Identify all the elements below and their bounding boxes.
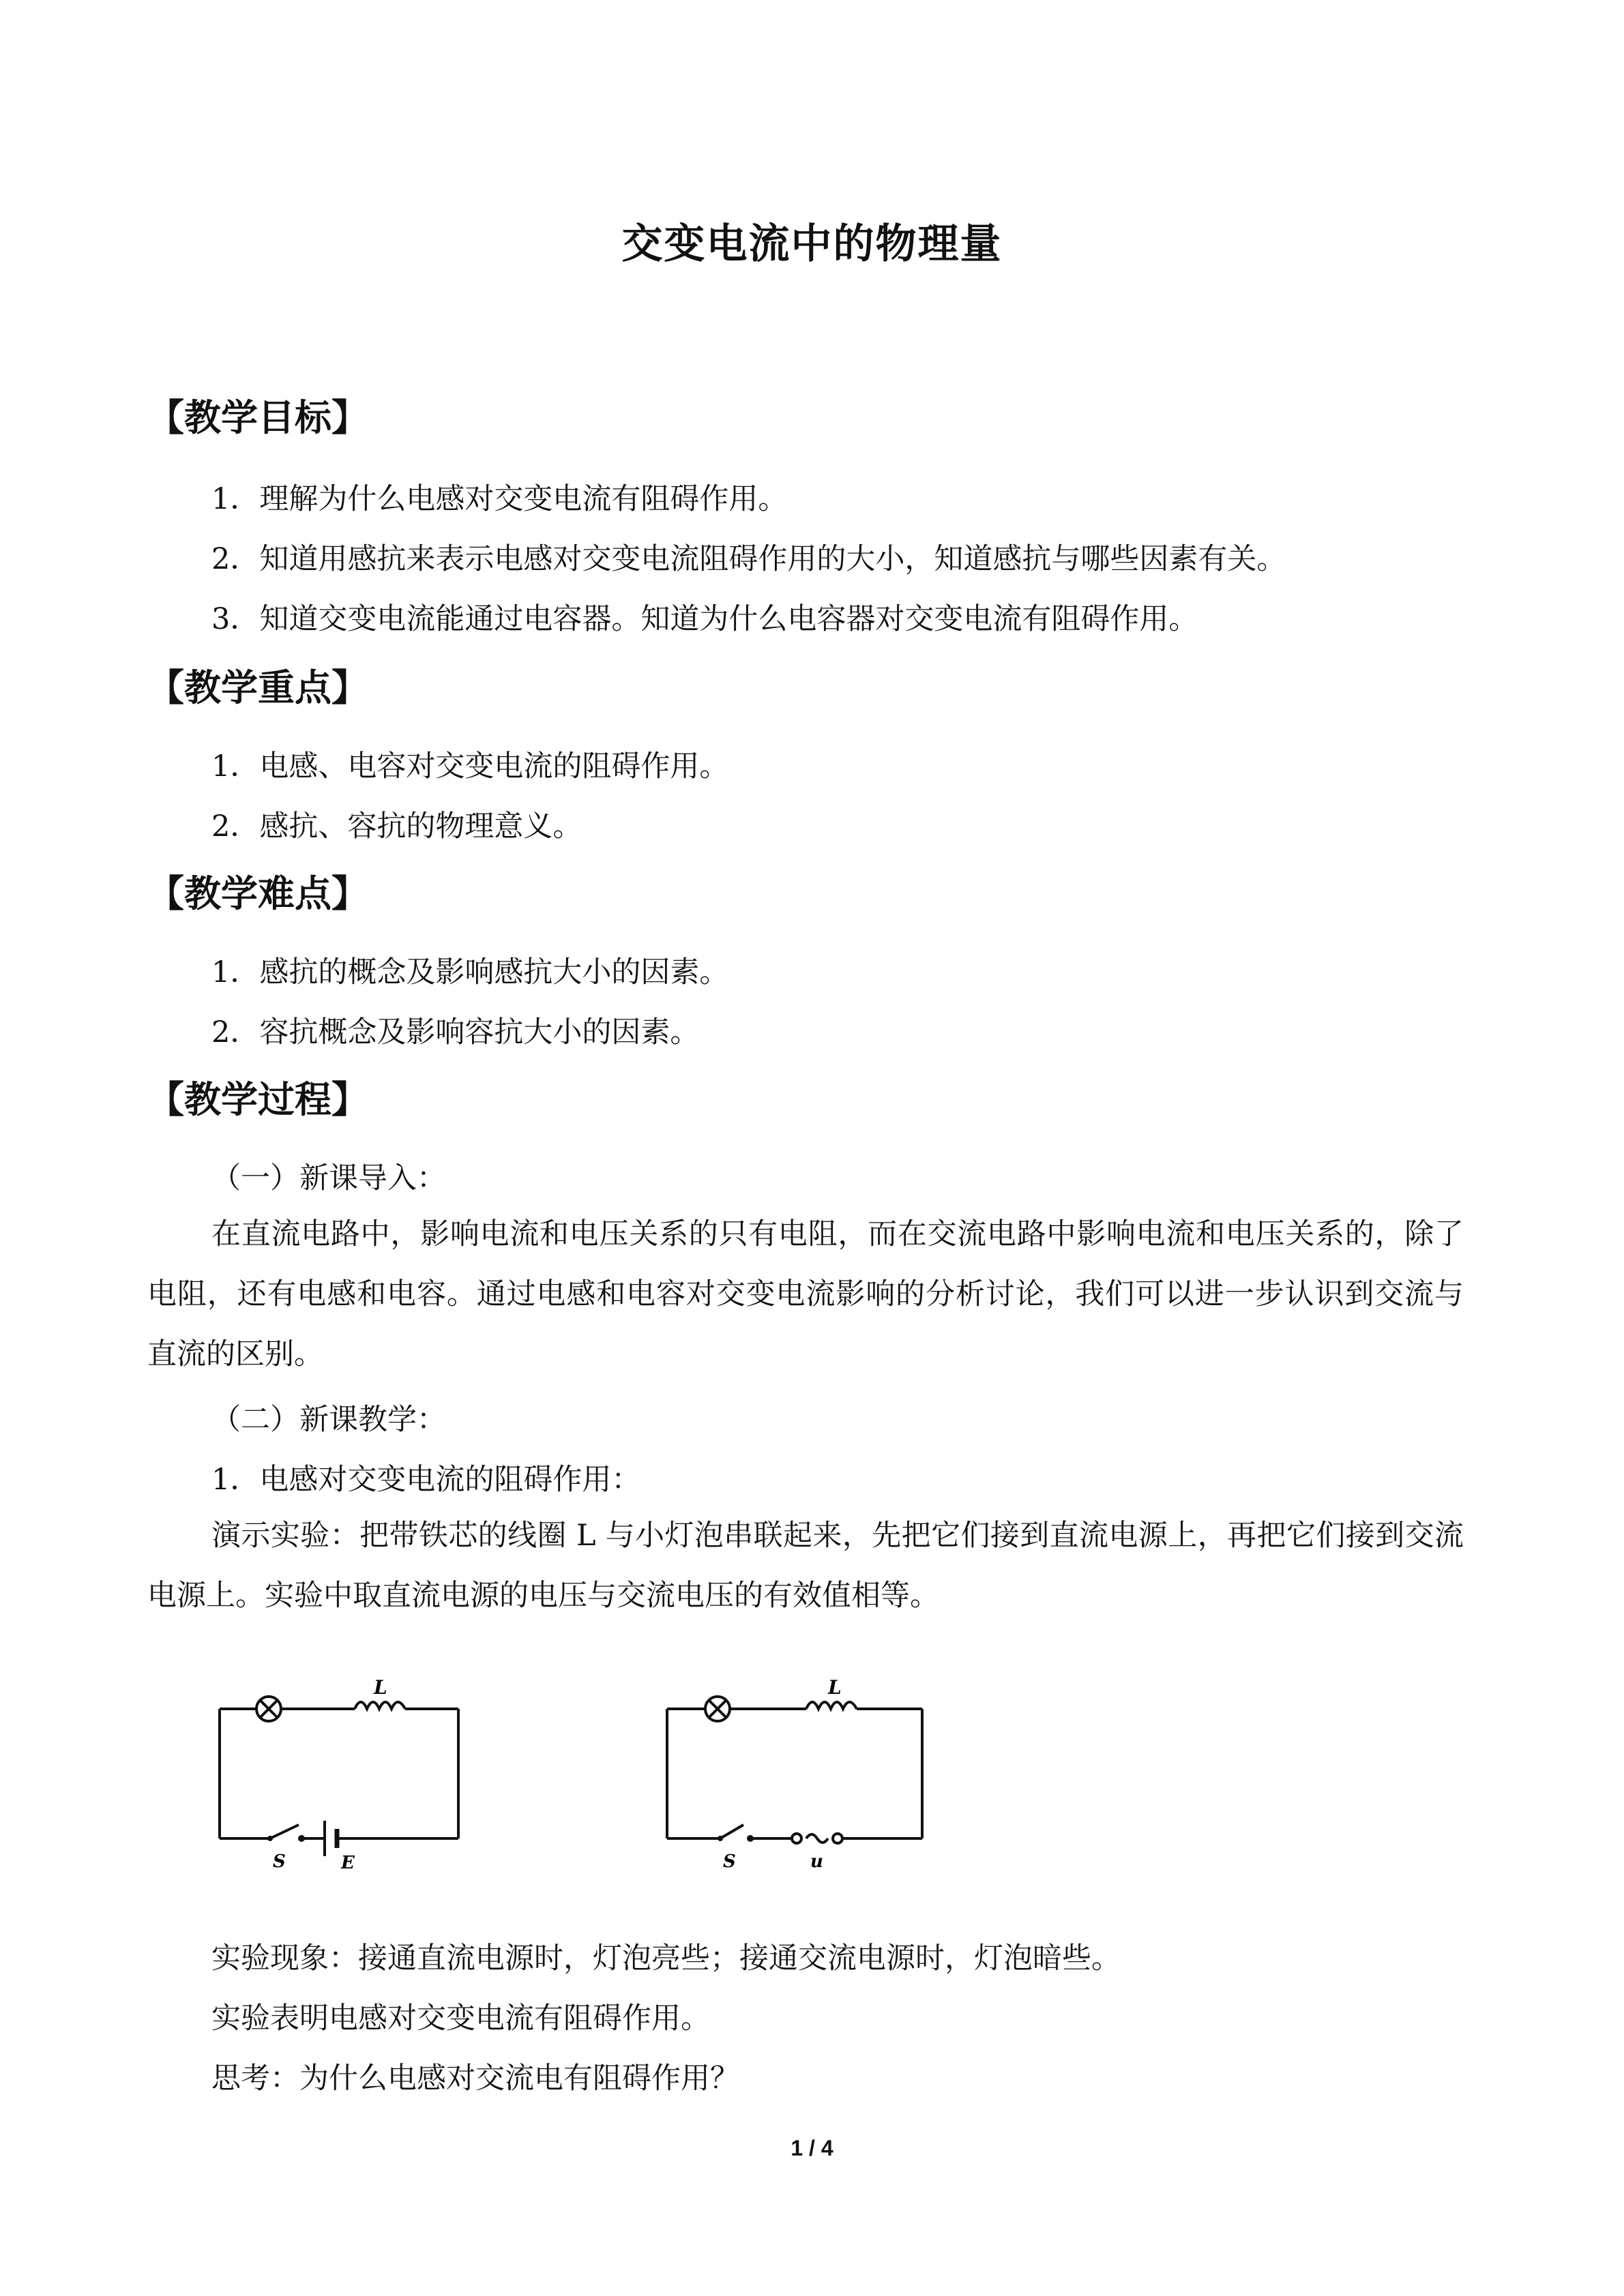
list-item: 2．知道用感抗来表示电感对交变电流阻碍作用的大小，知道感抗与哪些因素有关。 — [211, 542, 1286, 576]
question-text: 思考：为什么电感对交流电有阻碍作用？ — [211, 2061, 739, 2096]
teach-label: （二）新课教学： — [211, 1403, 446, 1437]
list-item: 2．感抗、容抗的物理意义。 — [211, 809, 582, 844]
dc-circuit-diagram — [211, 1671, 477, 1875]
section-heading-goals: 【教学目标】 — [147, 396, 368, 439]
inductor-label: L — [374, 1676, 387, 1699]
section-heading-difficulties: 【教学难点】 — [147, 872, 368, 915]
list-item: 1．感抗的概念及影响感抗大小的因素。 — [211, 955, 729, 989]
list-item: 2．容抗概念及影响容抗大小的因素。 — [211, 1015, 700, 1049]
switch-label: S — [723, 1851, 736, 1872]
page-number: 1 / 4 — [791, 2136, 833, 2160]
list-item: 1．电感、电容对交变电流的阻碍作用。 — [211, 749, 729, 784]
list-item: 1．理解为什么电感对交变电流有阻碍作用。 — [211, 482, 788, 516]
conclusion-text: 实验表明电感对交变电流有阻碍作用。 — [211, 2001, 710, 2036]
ac-circuit-diagram — [655, 1664, 934, 1875]
source-label: E — [341, 1853, 355, 1873]
point-heading: 1．电感对交变电流的阻碍作用： — [211, 1463, 641, 1497]
switch-label: S — [273, 1851, 286, 1872]
intro-paragraph: 在直流电路中，影响电流和电压关系的只有电阻，而在交流电路中影响电流和电压关系的，除了电阻，还有电感和电容。通过电感和电容对交变电流影响的分析讨论，我们可以进一步认识到交流与直流的区别。 — [147, 1217, 1464, 1371]
intro-label: （一）新课导入： — [211, 1161, 446, 1195]
phenomenon-text: 实验现象：接通直流电源时，灯泡亮些；接通交流电源时，灯泡暗些。 — [211, 1941, 1121, 1976]
list-item: 3．知道交变电流能通过电容器。知道为什么电容器对交变电流有阻碍作用。 — [211, 602, 1198, 636]
section-heading-process: 【教学过程】 — [147, 1078, 368, 1121]
demo-paragraph: 演示实验：把带铁芯的线圈 L 与小灯泡串联起来，先把它们接到直流电源上，再把它们接到交流电源上。实验中取直流电源的电压与交流电压的有效值相等。 — [147, 1519, 1464, 1613]
inductor-label: L — [828, 1676, 842, 1699]
page-title: 交变电流中的物理量 — [621, 220, 1003, 268]
source-label: u — [810, 1851, 823, 1872]
section-heading-key-points: 【教学重点】 — [147, 666, 368, 709]
